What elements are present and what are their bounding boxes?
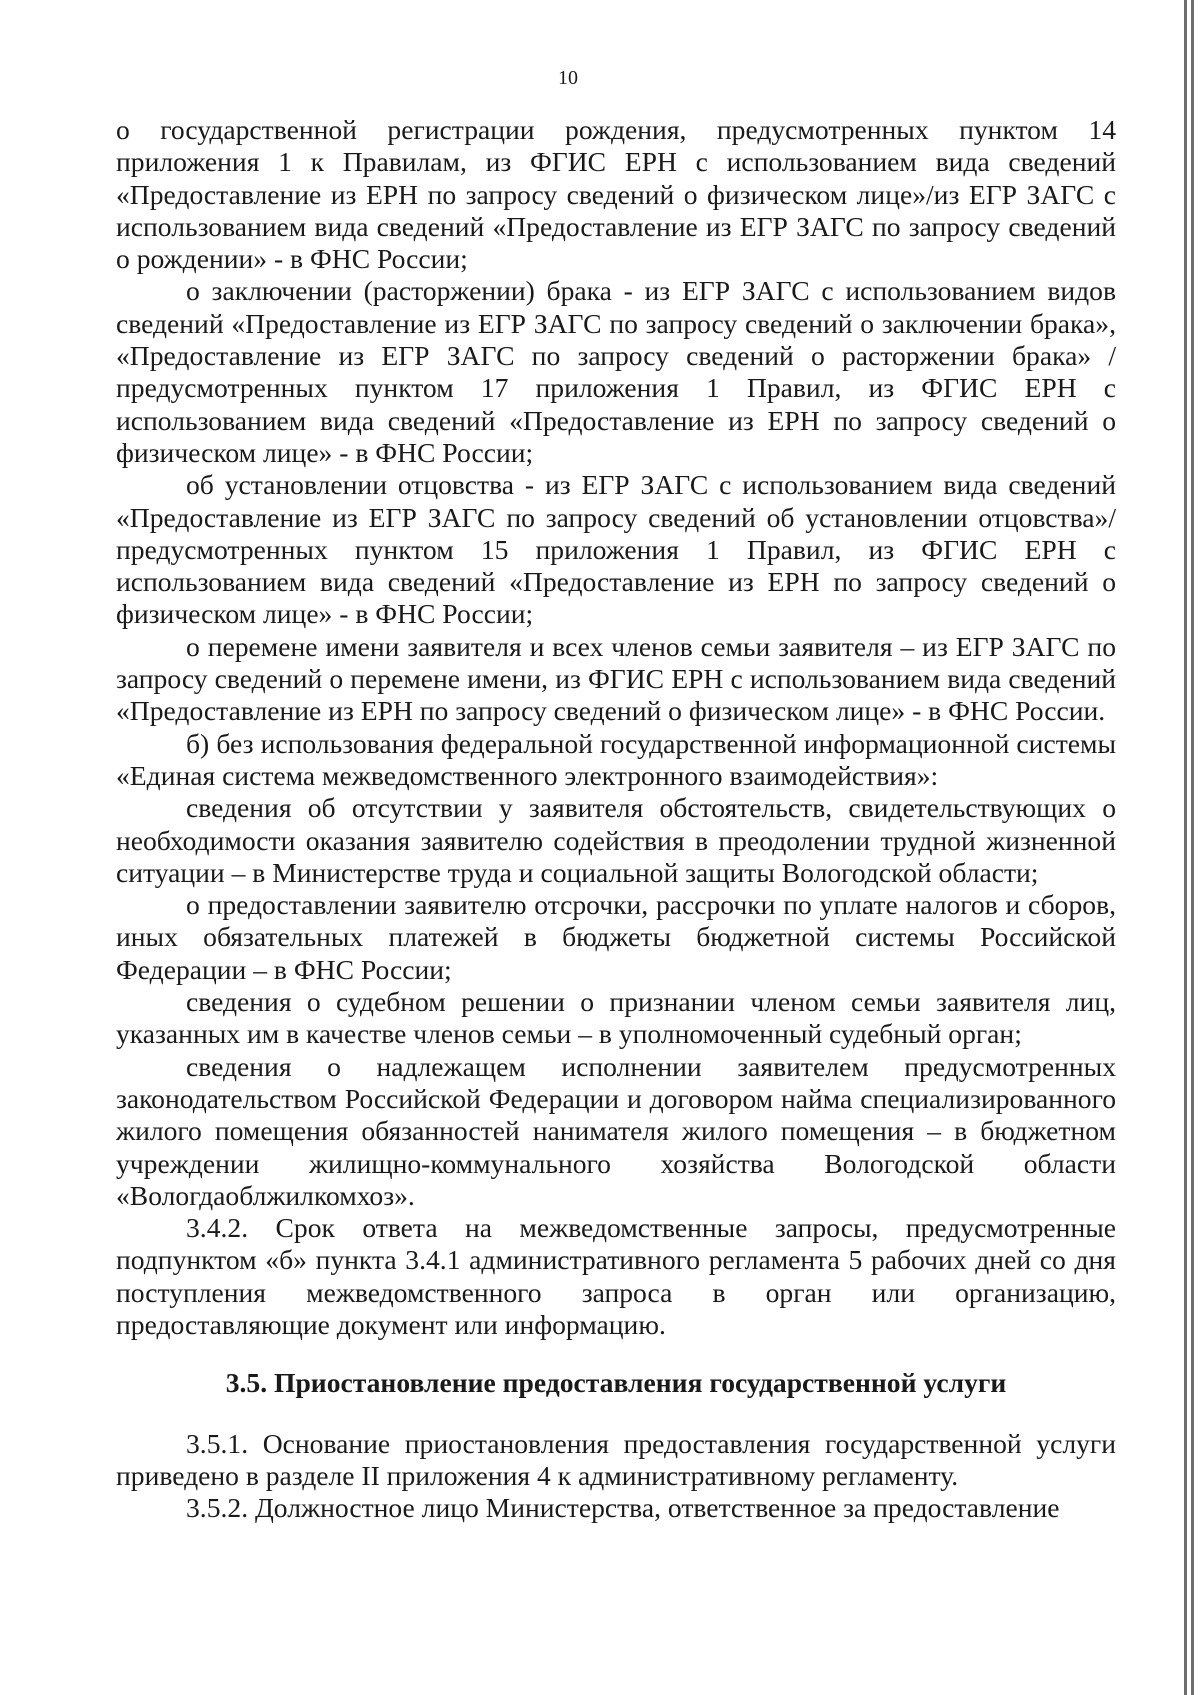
document-body	[116, 114, 1116, 1524]
section-heading: 3.5. Приостановление предоставления государственной услуги	[225, 1367, 1007, 1399]
paragraph-response-deadline: 3.4.2. Срок ответа на межведомственные запросы, предусмотренные подпунктом «б» пункта 3.4.1 административного регламента 5 рабочих дней со дня поступления межведомственного запроса в орган или организацию, предоставляющие документ или информацию.	[116, 1212, 1116, 1340]
paragraph-hardship: сведения об отсутствии у заявителя обстоятельств, свидетельствующих о необходимости оказания заявителю содействия в преодолении трудной жизненной ситуации – в Министерстве труда и социальной защиты Вологодской области;	[116, 792, 1116, 888]
paragraph-tenant-obligations: сведения о надлежащем исполнении заявителем предусмотренных законодательством Российской Федерации и договором найма специализированного жилого помещения обязанностей нанимателя жилого помещения – в бюджетном учреждении жилищно-коммунального хозяйства Вологодской области «Вологдаоблжилкомхоз».	[116, 1050, 1116, 1211]
paragraph-court-decision: сведения о судебном решении о признании членом семьи заявителя лиц, указанных им в качестве членов семьи – в уполномоченный судебный орган;	[116, 986, 1116, 1050]
paragraph-without-smev: б) без использования федеральной государственной информационной системы «Единая система межведомственного электронного взаимодействия»:	[116, 727, 1116, 791]
paragraph-suspension-grounds: 3.5.1. Основание приостановления предоставления государственной услуги приведено в разделе II приложения 4 к административному регламенту.	[116, 1427, 1116, 1491]
page-number: 10	[558, 67, 578, 89]
scan-edge-line	[1184, 0, 1187, 1695]
paragraph-tax-deferral: о предоставлении заявителю отсрочки, рассрочки по уплате налогов и сборов, иных обязательных платежей в бюджеты бюджетной системы Российской Федерации – в ФНС России;	[116, 889, 1116, 985]
paragraph-paternity: об установлении отцовства - из ЕГР ЗАГС с использованием вида сведений «Предоставление из ЕГР ЗАГС по запросу сведений об установлении отцовства»/предусмотренных пунктом 15 приложения 1 Правил, из ФГИС ЕРН с использованием вида сведений «Предоставление из ЕРН по запросу сведений о физическом лице» - в ФНС России;	[116, 469, 1116, 630]
paragraph-responsible-official: 3.5.2. Должностное лицо Министерства, ответственное за предоставление	[186, 1492, 1060, 1524]
paragraph-name-change: о перемене имени заявителя и всех членов семьи заявителя – из ЕГР ЗАГС по запросу сведений о перемене имени, из ФГИС ЕРН с использованием вида сведений «Предоставление из ЕРН по запросу сведений о физическом лице» - в ФНС России.	[116, 630, 1116, 727]
paragraph-birth-registration: о государственной регистрации рождения, предусмотренных пунктом 14 приложения 1 к Правилам, из ФГИС ЕРН с использованием вида сведений «Предоставление из ЕРН по запросу сведений о физическом лице»/из ЕГР ЗАГС с использованием вида сведений «Предоставление из ЕГР ЗАГС по запросу сведений о рождении» - в ФНС России;	[116, 114, 1116, 275]
scan-edge-line	[1191, 0, 1194, 1695]
paragraph-marriage: о заключении (расторжении) брака - из ЕГР ЗАГС с использованием видов сведений «Предоставление из ЕГР ЗАГС по запросу сведений о заключении брака», «Предоставление из ЕГР ЗАГС по запросу сведений о расторжении брака» / предусмотренных пунктом 17 приложения 1 Правил, из ФГИС ЕРН с использованием вида сведений «Предоставление из ЕРН по запросу сведений о физическом лице» - в ФНС России;	[116, 275, 1116, 468]
